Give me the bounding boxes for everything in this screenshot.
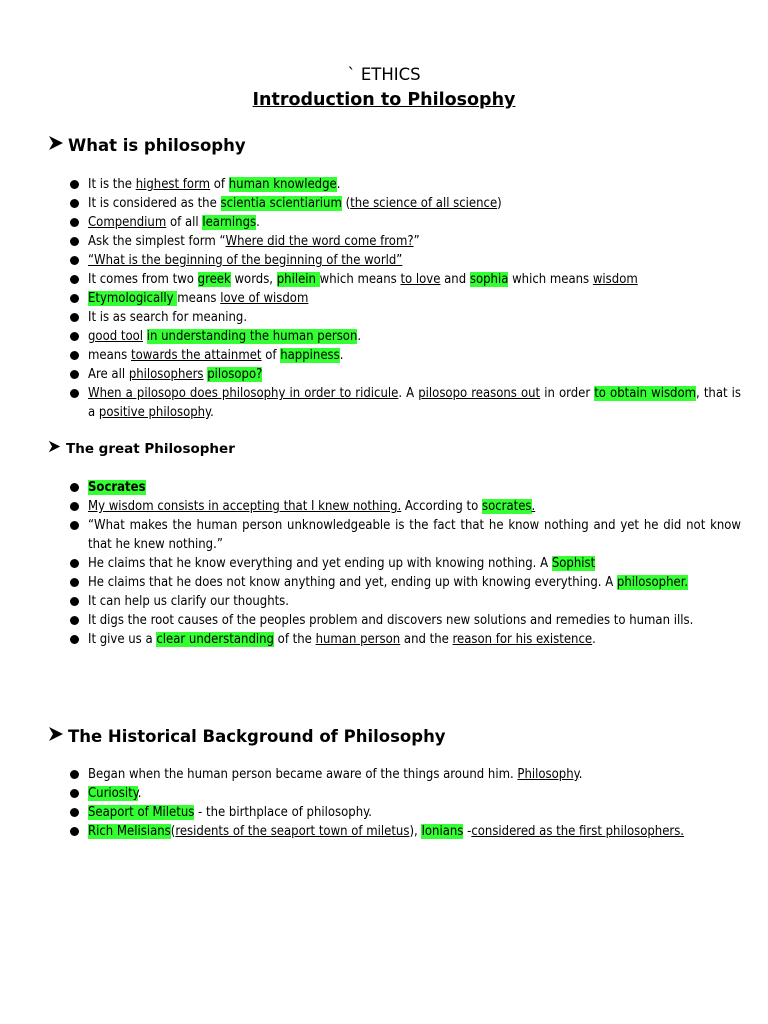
text-run: which means xyxy=(508,272,593,287)
list-item xyxy=(68,384,741,422)
highlighted-text: sophia xyxy=(469,272,509,287)
bullet-icon xyxy=(70,237,79,246)
historical-background-list xyxy=(68,765,741,841)
bullet-icon xyxy=(70,559,79,568)
text-run: “What makes the human person unknowledgeable is the fact that he know nothing and yet he did not know that he knew nothing.” xyxy=(88,518,741,552)
section-heading-what-is-philosophy xyxy=(48,135,246,155)
arrowhead-icon xyxy=(48,440,66,457)
highlighted-text: Ionians xyxy=(421,824,464,839)
section-heading-text: What is philosophy xyxy=(68,136,246,155)
underlined-text: love of wisdom xyxy=(220,291,309,306)
underlined-text: wisdom xyxy=(592,272,638,287)
text-run: He claims that he does not know anything and yet, ending up with knowing everything. A xyxy=(88,575,617,590)
text-run: According to xyxy=(401,499,482,514)
section-heading-text: The Historical Background of Philosophy xyxy=(68,727,446,746)
philosophy-definition-list xyxy=(68,175,741,422)
text-run: . xyxy=(339,348,344,363)
text-run: means xyxy=(177,291,221,306)
text-run: ( xyxy=(341,196,351,211)
text-run: It can help us clarify our thoughts. xyxy=(88,594,289,609)
text-run: which means xyxy=(319,272,401,287)
list-item xyxy=(68,289,741,308)
underlined-text: Philosophy xyxy=(517,767,579,782)
bullet-icon xyxy=(70,770,79,779)
highlighted-text: Seaport of Miletus xyxy=(88,805,195,820)
underlined-text: positive philosophy xyxy=(98,405,211,420)
text-run: Began when the human person became aware of the things around him. xyxy=(88,767,518,782)
bullet-icon xyxy=(70,351,79,360)
bullet-icon xyxy=(70,635,79,644)
text-run: means xyxy=(88,348,131,363)
text-run: of the xyxy=(273,632,316,647)
text-run: - the birthplace of philosophy. xyxy=(194,805,372,820)
underlined-text: philosophers xyxy=(128,367,204,382)
underlined-text: considered as the first philosophers. xyxy=(471,824,685,839)
bullet-icon xyxy=(70,275,79,284)
bullet-icon xyxy=(70,597,79,606)
bullet-icon xyxy=(70,370,79,379)
text-run: - xyxy=(463,824,472,839)
list-item xyxy=(68,327,741,346)
bullet-icon xyxy=(70,616,79,625)
list-item xyxy=(68,308,741,327)
underlined-text: reason for his existence xyxy=(452,632,593,647)
text-run: . xyxy=(357,329,362,344)
text-run: . xyxy=(592,632,596,647)
list-item xyxy=(68,213,741,232)
text-run: It comes from two xyxy=(88,272,198,287)
underlined-text: Compendium xyxy=(88,215,167,230)
underlined-text: pilosopo reasons out xyxy=(418,386,541,401)
list-item xyxy=(68,630,741,649)
underlined-text: highest form xyxy=(135,177,211,192)
text-run: . xyxy=(578,767,583,782)
highlighted-text: socrates xyxy=(481,499,532,514)
text-run: He claims that he know everything and yet ending up with knowing nothing. A xyxy=(88,556,552,571)
section-heading-historical-background xyxy=(48,726,446,746)
text-run: ( xyxy=(170,824,176,839)
bullet-icon xyxy=(70,483,79,492)
arrowhead-icon xyxy=(48,726,68,746)
underlined-text: human person xyxy=(315,632,401,647)
text-run: Are all xyxy=(88,367,129,382)
highlighted-text: Etymologically xyxy=(88,291,178,306)
bullet-icon xyxy=(70,313,79,322)
text-run: . xyxy=(210,405,214,420)
text-run: It is the xyxy=(88,177,136,192)
list-item xyxy=(68,611,741,630)
bullet-icon xyxy=(70,502,79,511)
underlined-text: Where did the word come from? xyxy=(225,234,414,249)
list-item xyxy=(68,784,741,803)
text-run: ), xyxy=(409,824,422,839)
bullet-icon xyxy=(70,332,79,341)
highlighted-text: philein xyxy=(276,272,320,287)
highlighted-text: pilosopo? xyxy=(207,367,263,382)
list-item xyxy=(68,365,741,384)
bullet-icon xyxy=(70,180,79,189)
text-run: It give us a xyxy=(88,632,157,647)
highlighted-text: happiness xyxy=(280,348,340,363)
highlighted-text: learnings xyxy=(202,215,257,230)
text-run: Ask the simplest form “ xyxy=(88,234,226,249)
underlined-text: “What is the beginning of the beginning of the world” xyxy=(88,253,403,268)
text-run: , that is a xyxy=(88,386,741,420)
underlined-text: the science of all science xyxy=(350,196,498,211)
list-item xyxy=(68,516,741,554)
list-item xyxy=(68,175,741,194)
bullet-icon xyxy=(70,294,79,303)
underlined-text: . xyxy=(531,499,536,514)
underlined-text: When a pilosopo does philosophy in order to ridicule xyxy=(88,386,399,401)
list-item xyxy=(68,251,741,270)
highlighted-text: Socrates xyxy=(88,480,146,495)
list-item xyxy=(68,194,741,213)
text-run: It digs the root causes of the peoples problem and discovers new solutions and remedies to human ills. xyxy=(88,613,694,628)
bullet-icon xyxy=(70,808,79,817)
text-run: . xyxy=(137,786,142,801)
bullet-icon xyxy=(70,389,79,398)
document-subject: ` ETHICS xyxy=(347,65,421,84)
text-run: . xyxy=(256,215,260,230)
great-philosopher-list xyxy=(68,478,741,649)
text-run: and the xyxy=(400,632,453,647)
bullet-icon xyxy=(70,218,79,227)
list-item xyxy=(68,270,741,289)
list-item xyxy=(68,822,741,841)
bullet-icon xyxy=(70,199,79,208)
highlighted-text: human knowledge xyxy=(228,177,337,192)
underlined-text: residents of the seaport town of miletus xyxy=(175,824,410,839)
underlined-text: towards the attainmet xyxy=(130,348,262,363)
text-run: of xyxy=(261,348,281,363)
highlighted-text: to obtain wisdom xyxy=(594,386,697,401)
bullet-icon xyxy=(70,827,79,836)
list-item xyxy=(68,497,741,516)
arrowhead-icon xyxy=(48,135,68,155)
highlighted-text: clear understanding xyxy=(156,632,274,647)
highlighted-text: Rich Melisians xyxy=(88,824,171,839)
text-run: It is considered as the xyxy=(88,196,221,211)
text-run: . xyxy=(336,177,341,192)
bullet-icon xyxy=(70,789,79,798)
highlighted-text: in understanding the human person xyxy=(146,329,358,344)
list-item xyxy=(68,478,741,497)
list-item xyxy=(68,592,741,611)
highlighted-text: greek xyxy=(197,272,231,287)
bullet-icon xyxy=(70,256,79,265)
underlined-text: My wisdom consists in accepting that I knew nothing. xyxy=(88,499,402,514)
underlined-text: to love xyxy=(400,272,441,287)
list-item xyxy=(68,803,741,822)
section-heading-text: The great Philosopher xyxy=(66,441,235,457)
text-run: ” xyxy=(413,234,420,249)
highlighted-text: Curiosity xyxy=(88,786,138,801)
document-title: Introduction to Philosophy xyxy=(252,90,516,110)
bullet-icon xyxy=(70,578,79,587)
text-run: It is as search for meaning. xyxy=(88,310,248,325)
section-heading-great-philosopher xyxy=(48,440,235,457)
underlined-text: good tool xyxy=(88,329,144,344)
text-run: . A xyxy=(398,386,419,401)
list-item xyxy=(68,765,741,784)
bullet-icon xyxy=(70,521,79,530)
text-run: of all xyxy=(166,215,203,230)
text-run: words, xyxy=(230,272,277,287)
list-item xyxy=(68,232,741,251)
highlighted-text: philosopher. xyxy=(616,575,689,590)
list-item xyxy=(68,573,741,592)
text-run: and xyxy=(440,272,470,287)
highlighted-text: scientia scientiarium xyxy=(220,196,342,211)
text-run: in order xyxy=(540,386,595,401)
highlighted-text: Sophist xyxy=(551,556,596,571)
text-run: ) xyxy=(497,196,502,211)
list-item xyxy=(68,554,741,573)
text-run: of xyxy=(210,177,229,192)
list-item xyxy=(68,346,741,365)
